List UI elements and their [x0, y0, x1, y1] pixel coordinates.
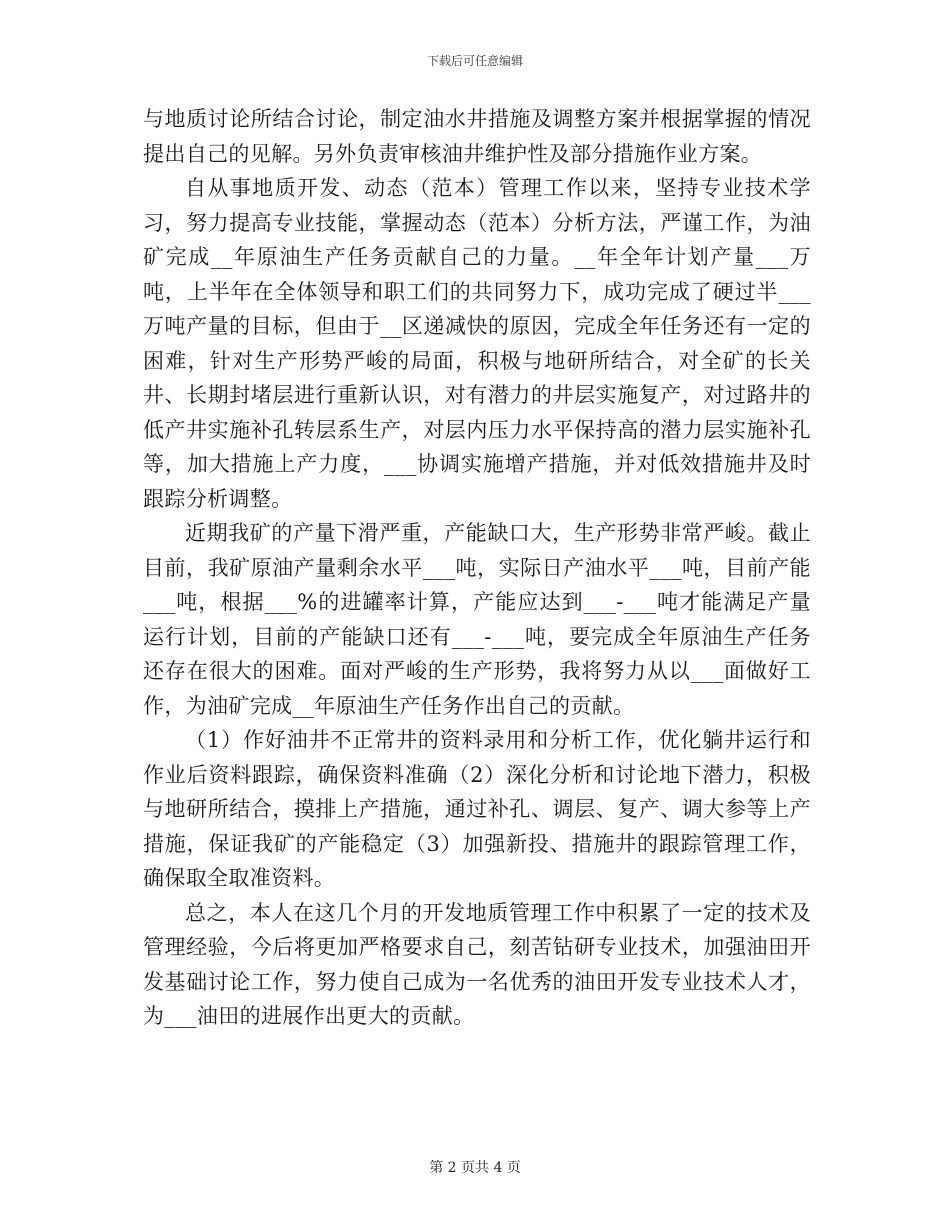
paragraph-continuation: 与地质讨论所结合讨论，制定油水井措施及调整方案并根据掌握的情况提出自己的见解。另外负责审核油井维护性及部分措施作业方案。 [143, 107, 811, 166]
paragraph: 近期我矿的产量下滑严重，产能缺口大，生产形势非常严峻。截止目前，我矿原油产量剩余水平___吨，实际日产油水平___吨，目前产能___吨，根据___%的进罐率计算，产能应达到___-___吨才能满足产量运行计划，目前的产能缺口还有___-___吨，要完成全年原油生产任务还存在很大的困难。面对严峻的生产形势，我将努力从以___面做好工作，为油矿完成__年原油生产任务作出自己的贡献。 [143, 521, 811, 718]
page-number: 第 2 页共 4 页 [429, 1160, 521, 1176]
page-header-note: 下载后可任意编辑 [426, 54, 523, 68]
paragraph-measures: （1）作好油井不正常井的资料录用和分析工作，优化躺井运行和作业后资料跟踪，确保资料准确（2）深化分析和讨论地下潜力，积极与地研所结合，摸排上产措施，通过补孔、调层、复产、调大参等上产措施，保证我矿的产能稳定（3）加强新投、措施井的跟踪管理工作，确保取全取准资料。 [143, 728, 811, 890]
paragraph-conclusion: 总之，本人在这几个月的开发地质管理工作中积累了一定的技术及管理经验，今后将更加严格要求自己，刻苦钻研专业技术，加强油田开发基础讨论工作，努力使自己成为一名优秀的油田开发专业技术人才，为___油田的进展作出更大的贡献。 [143, 900, 811, 1028]
document-body [143, 102, 811, 1034]
paragraph: 自从事地质开发、动态（范本）管理工作以来，坚持专业技术学习，努力提高专业技能，掌握动态（范本）分析方法，严谨工作，为油矿完成__年原油生产任务贡献自己的力量。__年全年计划产量___万吨，上半年在全体领导和职工们的共同努力下，成功完成了硬过半___万吨产量的目标，但由于__区递减快的原因，完成全年任务还有一定的困难，针对生产形势严峻的局面，积极与地研所结合，对全矿的长关井、长期封堵层进行重新认识，对有潜力的井层实施复产，对过路井的低产井实施补孔转层系生产，对层内压力水平保持高的潜力层实施补孔等，加大措施上产力度，___协调实施增产措施，并对低效措施井及时跟踪分析调整。 [143, 176, 811, 511]
